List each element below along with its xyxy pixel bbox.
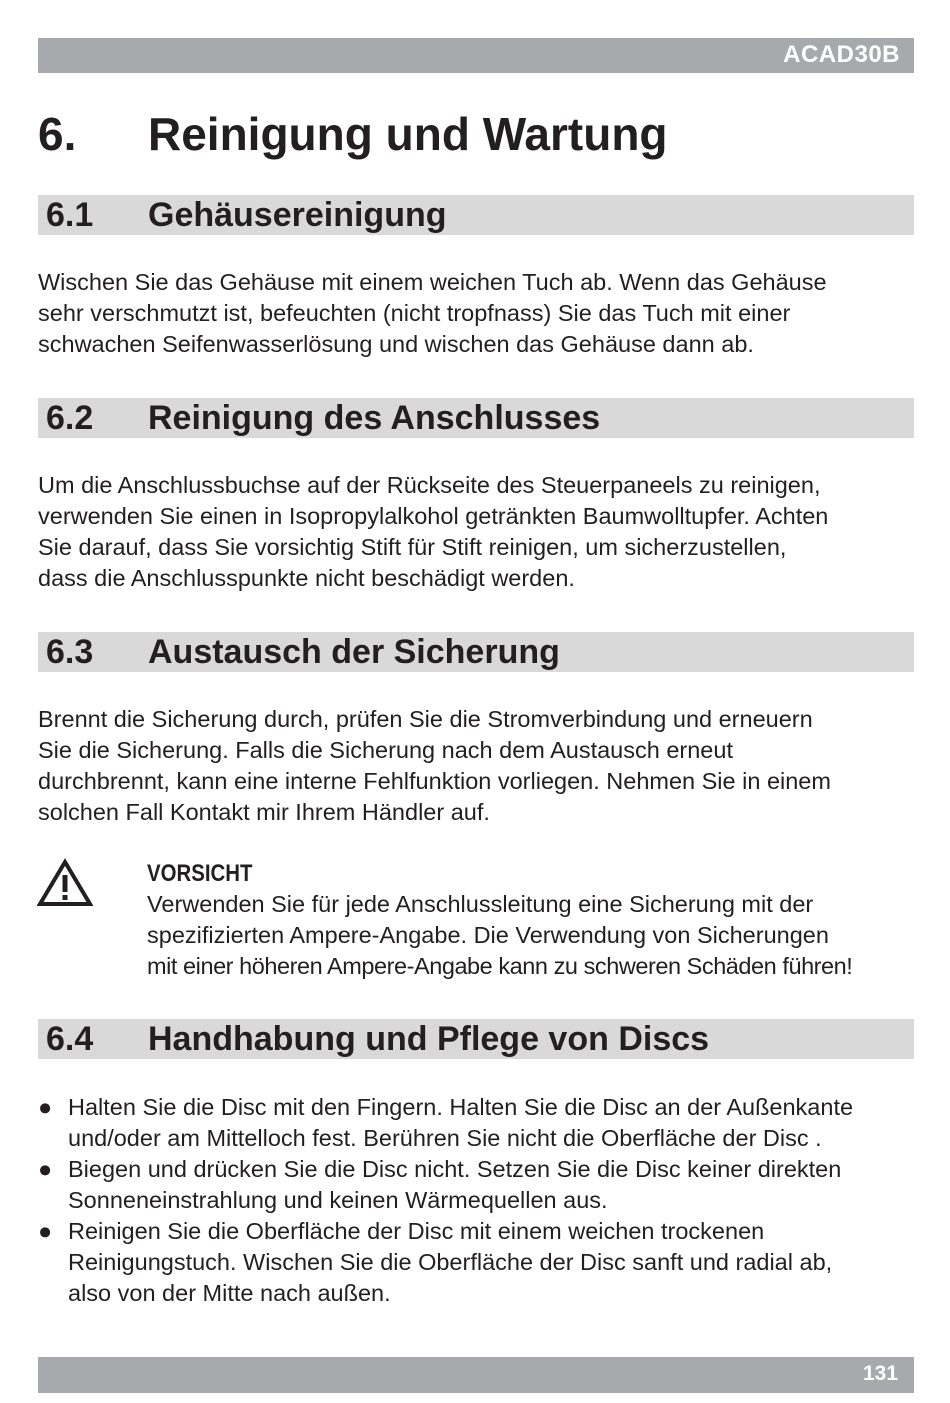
section-6-3-text [38, 704, 918, 828]
page-number: 131 [862, 1362, 898, 1385]
text-line: also von der Mitte nach außen. [68, 1280, 391, 1306]
text-line: spezifizierten Ampere-Angabe. Die Verwendung von Sicherungen [147, 922, 829, 948]
text-line: Sie darauf, dass Sie vorsichtig Stift für Stift reinigen, um sicherzustellen, [38, 534, 787, 560]
text-line: Biegen und drücken Sie die Disc nicht. Setzen Sie die Disc keiner direkten [68, 1156, 842, 1182]
text-line: dass die Anschlusspunkte nicht beschädigt werden. [38, 565, 575, 591]
section-number: 6.1 [46, 196, 94, 234]
text-line: Sie die Sicherung. Falls die Sicherung nach dem Austausch erneut [38, 737, 733, 763]
text-line: Reinigungstuch. Wischen Sie die Oberfläche der Disc sanft und radial ab, [68, 1249, 833, 1275]
text-line: Wischen Sie das Gehäuse mit einem weichen Tuch ab. Wenn das Gehäuse [38, 269, 827, 295]
text-line: Reinigen Sie die Oberfläche der Disc mit einem weichen trockenen [68, 1218, 765, 1244]
text-line: Brennt die Sicherung durch, prüfen Sie die Stromverbindung und erneuern [38, 706, 813, 732]
section-number: 6.4 [46, 1020, 94, 1058]
section-heading-6-3 [38, 632, 914, 672]
warning-title: VORSICHT [147, 860, 253, 887]
text-line: durchbrennt, kann eine interne Fehlfunktion vorliegen. Nehmen Sie in einem [38, 768, 831, 794]
chapter-title: Reinigung und Wartung [148, 108, 668, 160]
text-line: Halten Sie die Disc mit den Fingern. Halten Sie die Disc an der Außenkante [68, 1094, 854, 1120]
section-number: 6.2 [46, 399, 94, 437]
section-heading-6-1 [38, 195, 914, 235]
bullet-icon: ● [38, 1218, 53, 1244]
text-line: solchen Fall Kontakt mir Ihrem Händler auf. [38, 799, 490, 825]
model-label: ACAD30B [783, 41, 900, 68]
text-line: Verwenden Sie für jede Anschlussleitung eine Sicherung mit der [147, 891, 814, 917]
text-line: sehr verschmutzt ist, befeuchten (nicht tropfnass) Sie das Tuch mit einer [38, 300, 791, 326]
text-line: schwachen Seifenwasserlösung und wischen das Gehäuse dann ab. [38, 331, 754, 357]
text-line: Um die Anschlussbuchse auf der Rückseite des Steuerpaneels zu reinigen, [38, 472, 821, 498]
section-title: Handhabung und Pflege von Discs [148, 1020, 710, 1058]
section-heading-6-4 [38, 1019, 914, 1059]
header-bar [38, 38, 914, 73]
list-item [38, 1216, 918, 1309]
chapter-number: 6. [38, 108, 77, 160]
chapter-heading [38, 104, 918, 164]
section-heading-6-2 [38, 398, 914, 438]
text-line: und/oder am Mittelloch fest. Berühren Sie nicht die Oberfläche der Disc . [68, 1125, 822, 1151]
list-item [38, 1154, 918, 1216]
bullet-icon: ● [38, 1156, 53, 1182]
section-number: 6.3 [46, 633, 94, 671]
warning-triangle-icon [37, 858, 93, 908]
section-title: Gehäusereinigung [148, 196, 447, 234]
bullet-list [38, 1092, 918, 1309]
section-title: Austausch der Sicherung [148, 633, 560, 671]
text-line: Sonneneinstrahlung und keinen Wärmequellen aus. [68, 1187, 608, 1213]
section-title: Reinigung des Anschlusses [148, 399, 601, 437]
text-line: verwenden Sie einen in Isopropylalkohol getränkten Baumwolltupfer. Achten [38, 503, 829, 529]
warning-text [147, 889, 917, 982]
footer-bar [38, 1357, 914, 1393]
bullet-icon: ● [38, 1094, 53, 1120]
text-line: mit einer höheren Ampere-Angabe kann zu schweren Schäden führen! [147, 953, 853, 979]
section-6-1-text [38, 267, 918, 360]
section-6-2-text [38, 470, 918, 594]
list-item [38, 1092, 918, 1154]
